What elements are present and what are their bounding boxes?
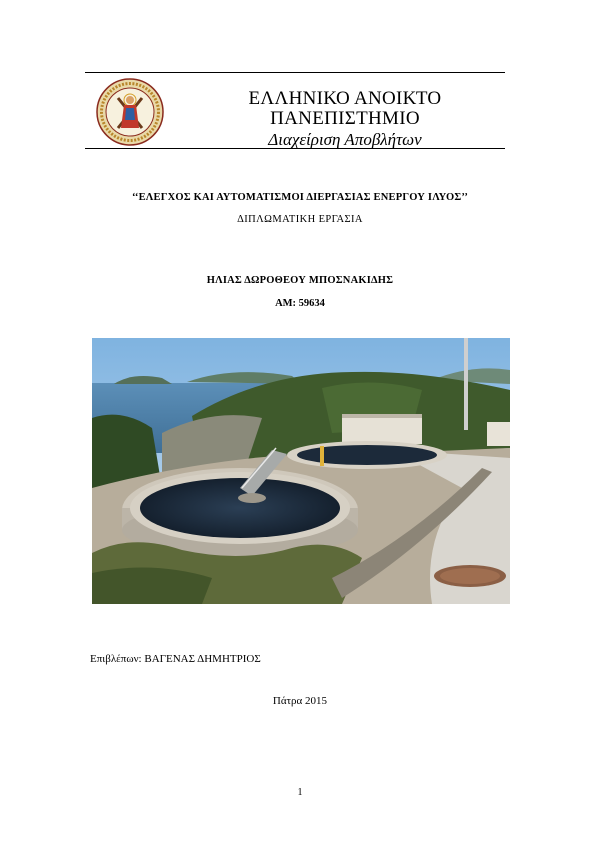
wastewater-treatment-plant-photo: [92, 338, 510, 604]
header-bottom-rule: [85, 148, 505, 149]
place-year: Πάτρα 2015: [272, 695, 328, 707]
page-number: 1: [297, 787, 303, 798]
supervisor: Επιβλέπων: ΒΑΓΕΝΑΣ ΔΗΜΗΤΡΙΟΣ: [90, 653, 261, 665]
registration-number: ΑΜ: 59634: [275, 298, 325, 309]
author-name: ΗΛΙΑΣ ΔΩΡΟΘΕΟΥ ΜΠΟΣΝΑΚΙΔΗΣ: [206, 275, 394, 286]
thesis-type: ΔΙΠΛΩΜΑΤΙΚΗ ΕΡΓΑΣΙΑ: [237, 214, 363, 225]
university-name-line1: ΕΛΛΗΝΙΚΟ ΑΝΟΙΚΤΟ: [248, 88, 442, 109]
thesis-title: ‘‘ΕΛΕΓΧΟΣ ΚΑΙ ΑΥΤΟΜΑΤΙΣΜΟΙ ΔΙΕΡΓΑΣΙΑΣ ΕΝΕΡΓΟΥ ΙΛΥΟΣ’’: [131, 192, 469, 203]
university-name-line2: ΠΑΝΕΠΙΣΤΗΜΙΟ: [270, 108, 420, 129]
department-name: Διαχείριση Αποβλήτων: [268, 130, 422, 149]
header-top-rule: [85, 72, 505, 73]
university-seal-logo: [96, 78, 164, 146]
